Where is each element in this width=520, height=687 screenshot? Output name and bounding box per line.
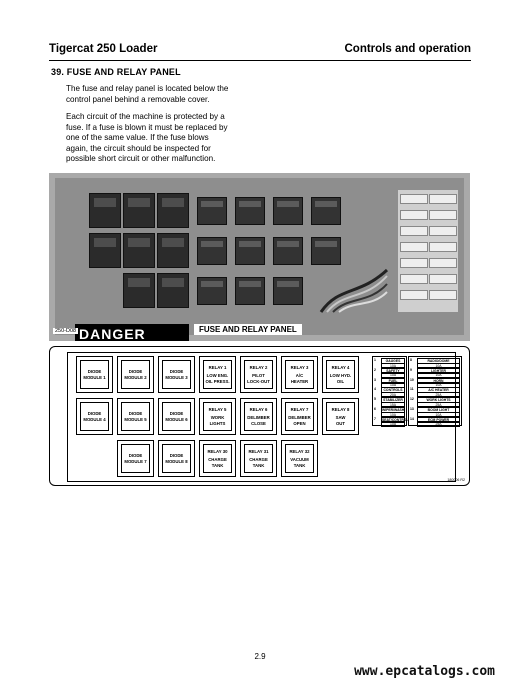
fuse-row	[409, 378, 461, 387]
photo-relay-small	[197, 237, 227, 265]
diagram-cell-text: PILOT	[252, 373, 265, 379]
fuse-label: HORN	[417, 378, 460, 384]
photo-relay-small	[273, 197, 303, 225]
header-title-right: Controls and operation	[344, 43, 471, 55]
fuse-amperage: 10A	[417, 382, 460, 388]
diagram-cell-text: WORK	[210, 415, 225, 421]
fuse-label: A/C HEATER	[417, 387, 460, 393]
photo-fuse	[400, 194, 428, 204]
diagram-cell-box	[121, 402, 150, 431]
photo-fuse	[400, 242, 428, 252]
fuse-number: 5	[374, 397, 376, 402]
paragraph-2-line: fuse. If a fuse is blown it must be replaced by	[66, 122, 228, 132]
diagram-row2-cell-1	[76, 398, 113, 435]
photo-code: 250-D08	[55, 328, 77, 334]
photo-relay-small	[311, 237, 341, 265]
photo-relay	[123, 273, 155, 308]
diagram-cell-text: MODULE 8	[165, 458, 188, 464]
diagram-cell-text: RELAY 5	[208, 407, 227, 413]
diagram-cell-box	[121, 444, 150, 473]
page-number: 2.9	[254, 652, 266, 661]
photo-relay-small	[197, 277, 227, 305]
fuse-amperage: 10A	[417, 363, 460, 369]
diagram-row2-cell-2	[117, 398, 154, 435]
paragraph-2-line: Each circuit of the machine is protected by a	[66, 112, 225, 121]
fuse-label: SAFETY	[381, 368, 405, 374]
diagram-cell-box	[285, 444, 314, 473]
fuse-row	[409, 368, 461, 377]
diagram-cell-text: DELIMBER	[247, 415, 270, 421]
diagram-row2-cell-4	[199, 398, 236, 435]
fuse-number: 11	[410, 387, 414, 392]
diagram-inner-frame	[67, 352, 456, 482]
diagram-cell-box	[162, 360, 191, 389]
paragraph-1-line: control panel behind a removable cover.	[66, 94, 210, 104]
photo-fuse	[429, 274, 457, 284]
fuse-amperage: 10A	[381, 382, 405, 388]
diagram-row3-cell-4	[240, 440, 277, 477]
photo-fuse	[400, 290, 428, 300]
diagram-row3-cell-1	[117, 440, 154, 477]
diagram-cell-box	[162, 444, 191, 473]
fuse-amperage: 10A	[417, 372, 460, 378]
photo-fuse	[429, 290, 457, 300]
fuse-amperage: 20A	[381, 392, 405, 398]
diagram-cell-box	[80, 360, 109, 389]
fuse-number: 1	[374, 358, 376, 362]
paragraph-2-line: again, the circuit should be inspected for	[66, 143, 211, 153]
fuse-relay-photo	[49, 173, 470, 341]
diagram-cell-text: VACUUM	[290, 457, 309, 463]
paragraph-1-line: The fuse and relay panel is located below the	[66, 84, 229, 93]
photo-relay-small	[235, 197, 265, 225]
diagram-cell-text: RELAY 3	[290, 365, 309, 371]
diagram-cell-box	[203, 444, 232, 473]
photo-fuse-bank	[398, 190, 458, 312]
diagram-row3-cell-5	[281, 440, 318, 477]
diagram-cell-box	[162, 402, 191, 431]
paragraph-2-line: one of the same value. If the fuse blows	[66, 133, 209, 142]
fuse-number: 8	[410, 358, 412, 362]
fuse-row	[373, 378, 406, 387]
diagram-cell-text: DIODE	[169, 369, 184, 375]
diagram-cell-text: RELAY 4	[331, 365, 350, 371]
diagram-cell-text: DIODE	[169, 453, 184, 459]
diagram-cell-text: DIODE	[128, 453, 143, 459]
fuse-label: WORK LIGHTS	[417, 397, 460, 403]
diagram-cell-box	[244, 444, 273, 473]
photo-fuse	[429, 194, 457, 204]
fuse-label: GAUGES	[381, 358, 405, 364]
diagram-cell-box	[326, 360, 355, 389]
photo-fuse	[400, 226, 428, 236]
diagram-cell-text: MODULE 5	[124, 416, 147, 422]
diagram-cell-text: TANK	[293, 462, 306, 468]
fuse-amperage: 25A	[417, 402, 460, 408]
fuse-label: WIPER/WASH	[382, 408, 405, 412]
diagram-row2-cell-7	[322, 398, 359, 435]
diagram-cell-box	[285, 402, 314, 431]
diagram-cell-text: RELAY 8	[331, 407, 350, 413]
diagram-cell-text: DIODE	[128, 411, 143, 417]
fuse-number: 7	[374, 416, 376, 421]
photo-fuse	[400, 258, 428, 268]
photo-relay	[123, 233, 155, 268]
photo-relay-small	[235, 237, 265, 265]
diagram-cell-text: SAW	[335, 415, 346, 421]
photo-relay-small	[311, 197, 341, 225]
paragraph-2	[66, 112, 266, 165]
diagram-cell-text: MODULE 4	[83, 416, 106, 422]
diagram-cell-text: MODULE 6	[165, 416, 188, 422]
diagram-row1-cell-2	[117, 356, 154, 393]
diagram-cell-box	[203, 402, 232, 431]
fuse-number: 12	[410, 397, 414, 402]
fuse-amperage: 25A	[417, 421, 460, 427]
fuse-row	[373, 416, 409, 427]
diagram-cell-text: MODULE 7	[124, 458, 147, 464]
fuse-row	[409, 387, 461, 396]
fuse-row	[373, 407, 406, 416]
fuse-row	[409, 397, 461, 406]
fuse-label: CONTROLS	[381, 387, 405, 393]
fuse-label: BOOM LIGHT	[417, 407, 460, 413]
diagram-row1-cell-3	[158, 356, 195, 393]
photo-caption: FUSE AND RELAY PANEL	[194, 324, 302, 335]
photo-relay	[157, 193, 189, 228]
diagram-cell-text: MODULE 3	[165, 374, 188, 380]
fuse-label: ECM POWER	[417, 417, 460, 423]
page-header	[49, 43, 471, 59]
photo-relay-small	[273, 277, 303, 305]
photo-fuse	[429, 210, 457, 220]
diagram-cell-box	[244, 402, 273, 431]
diagram-row2-cell-5	[240, 398, 277, 435]
photo-relay	[157, 233, 189, 268]
photo-fuse	[429, 258, 457, 268]
diagram-cell-text: TANK	[252, 462, 265, 468]
diagram-cell-text: RELAY 2	[249, 365, 268, 371]
diagram-row1-cell-5	[240, 356, 277, 393]
diagram-cell-text: DIODE	[169, 411, 184, 417]
photo-relay	[89, 193, 121, 228]
diagram-cell-text: DIODE	[128, 369, 143, 375]
diagram-cell-box	[203, 360, 232, 389]
photo-relay	[89, 233, 121, 268]
diagram-cell-text: RELAY 6	[249, 407, 268, 413]
diagram-row1-cell-1	[76, 356, 113, 393]
diagram-row3-cell-2	[158, 440, 195, 477]
fuse-number: 4	[374, 387, 376, 392]
fuse-row	[409, 358, 461, 367]
fuse-relay-diagram	[49, 346, 470, 486]
photo-relay	[123, 193, 155, 228]
diagram-cell-text: DIODE	[87, 369, 102, 375]
diagram-cell-text: RELAY 32	[289, 449, 310, 455]
diagram-cell-text: OUT	[335, 420, 346, 426]
fuse-number: 14	[410, 416, 414, 421]
fuse-amperage: 10A	[381, 363, 405, 369]
paragraph-1	[66, 84, 266, 105]
diagram-row2-cell-6	[281, 398, 318, 435]
fuse-number: 6	[374, 407, 376, 411]
fuse-column-left	[372, 356, 407, 426]
paragraph-2-line: possible short circuit or other malfunction.	[66, 154, 216, 163]
diagram-row1-cell-4	[199, 356, 236, 393]
photo-wire-harness	[319, 266, 389, 314]
fuse-amperage: 15A	[381, 402, 405, 408]
section-title: 39. FUSE AND RELAY PANEL	[51, 67, 181, 77]
fuse-amperage: 10A	[381, 421, 405, 427]
diagram-cell-text: RELAY 30	[207, 449, 228, 455]
diagram-cell-text: HEATER	[290, 378, 309, 384]
photo-fuse	[429, 226, 457, 236]
fuse-number: 9	[410, 367, 412, 372]
header-rule	[49, 60, 471, 61]
diagram-cell-text: LIGHTS	[209, 420, 226, 426]
fuse-row	[373, 368, 406, 377]
diagram-cell-text: OIL	[336, 378, 345, 384]
diagram-cell-text: TANK	[211, 462, 224, 468]
photo-relay-small	[235, 277, 265, 305]
diagram-cell-text: CHARGE	[208, 457, 227, 463]
diagram-row1-cell-6	[281, 356, 318, 393]
fuse-label: SEAT/CONTROL	[382, 417, 409, 422]
diagram-row3-cell-3	[199, 440, 236, 477]
fuse-row	[409, 417, 461, 426]
diagram-cell-text: LOW ENG.	[206, 373, 229, 379]
fuse-label: FUEL	[381, 378, 405, 384]
diagram-cell-text: DELIMBER	[288, 415, 311, 421]
photo-fuse	[400, 210, 428, 220]
fuse-number: 2	[374, 367, 376, 372]
watermark: www.epcatalogs.com	[354, 664, 495, 679]
diagram-cell-box	[121, 360, 150, 389]
fuse-label: RADIO/DOME	[417, 358, 460, 364]
diagram-cell-text: CHARGE	[249, 457, 268, 463]
diagram-cell-text: OIL PRESS.	[205, 378, 230, 384]
diagram-cell-box	[244, 360, 273, 389]
diagram-cell-text: A/C	[295, 373, 304, 379]
fuse-amperage: 25A	[417, 392, 460, 398]
diagram-cell-text: RELAY 31	[248, 449, 269, 455]
diagram-row1-cell-7	[322, 356, 359, 393]
fuse-column-right	[408, 356, 462, 426]
photo-relay-small	[273, 237, 303, 265]
fuse-label: LIGHTER	[417, 368, 460, 374]
diagram-cell-text: MODULE 1	[83, 374, 106, 380]
diagram-cell-text: CLOSE	[251, 420, 266, 426]
fuse-amperage: 10A	[381, 372, 405, 378]
fuse-amperage: 10A	[381, 412, 405, 418]
header-title-left: Tigercat 250 Loader	[49, 43, 158, 55]
fuse-number: 10	[410, 377, 414, 382]
diagram-cell-box	[80, 402, 109, 431]
photo-relay-small	[197, 197, 227, 225]
photo-fuse	[400, 274, 428, 284]
fuse-row	[409, 407, 461, 416]
fuse-label: STABILIZER	[381, 397, 405, 403]
diagram-cell-box	[326, 402, 355, 431]
diagram-cell-text: MODULE 2	[124, 374, 147, 380]
diagram-cell-box	[285, 360, 314, 389]
fuse-row	[373, 387, 406, 396]
diagram-cell-text: RELAY 1	[208, 365, 227, 371]
fuse-row	[373, 358, 406, 367]
diagram-cell-text: RELAY 7	[290, 407, 309, 413]
fuse-number: 3	[374, 377, 376, 382]
diagram-cell-text: LOCK-OUT	[247, 378, 270, 384]
photo-fuse	[429, 242, 457, 252]
diagram-cell-text: DIODE	[87, 411, 102, 417]
photo-relay	[157, 273, 189, 308]
diagram-cell-text: OPEN	[293, 420, 306, 426]
diagram-row2-cell-3	[158, 398, 195, 435]
fuse-number: 13	[410, 407, 414, 411]
fuse-amperage: 10A	[417, 412, 460, 418]
diagram-code: 180006 R2	[447, 478, 465, 482]
diagram-cell-text: LOW HYD.	[329, 373, 352, 379]
photo-danger-sticker: DANGER	[75, 324, 189, 341]
fuse-row	[373, 397, 406, 406]
